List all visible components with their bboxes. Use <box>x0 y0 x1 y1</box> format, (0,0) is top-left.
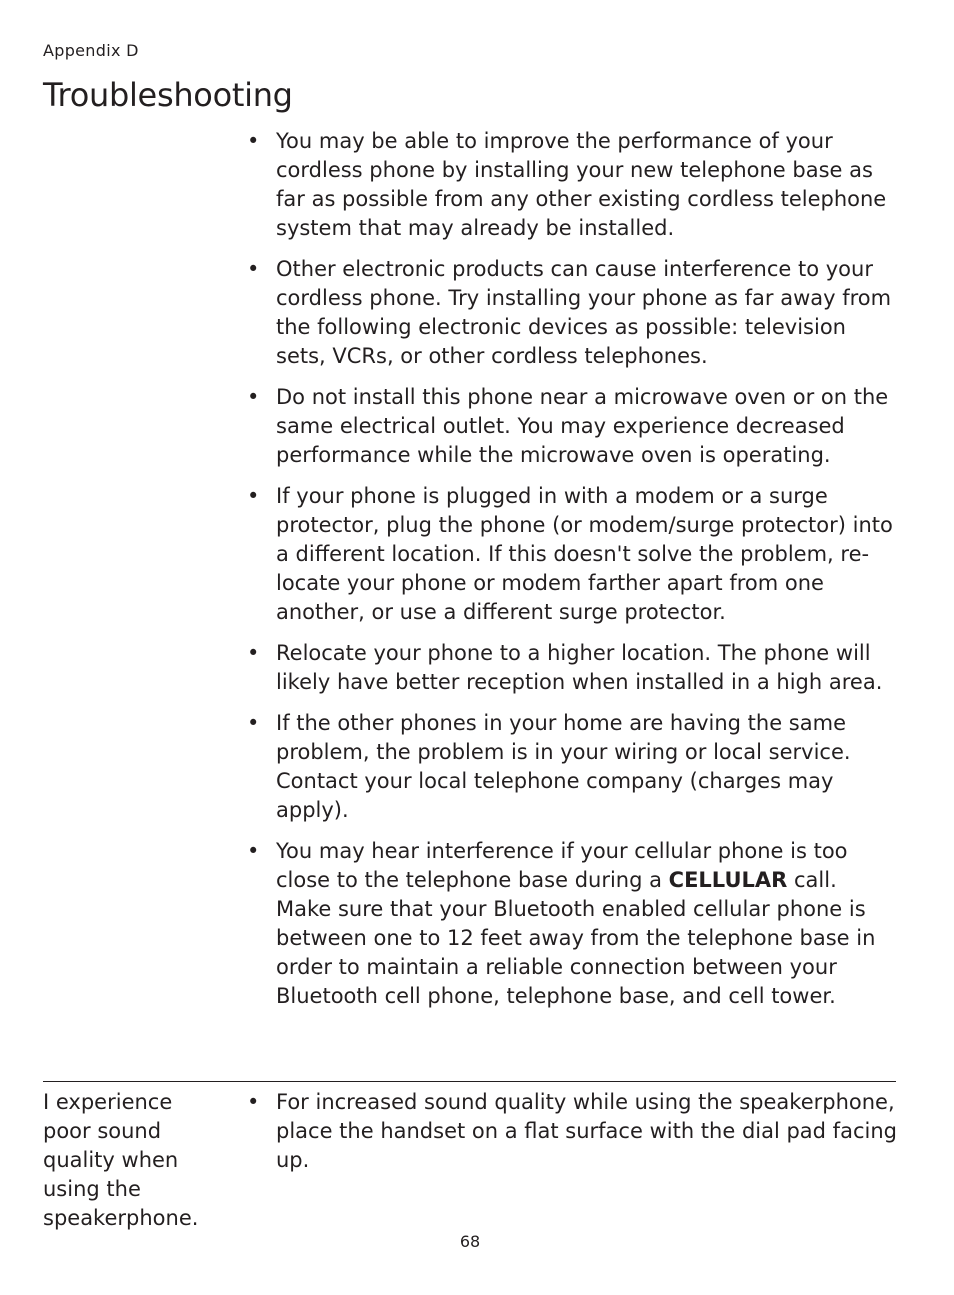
bullet-icon: • <box>247 129 260 153</box>
list-item <box>247 837 897 1011</box>
page-title: Troubleshooting <box>43 76 293 114</box>
section-divider <box>43 1081 896 1082</box>
bullet-icon: • <box>247 1090 260 1114</box>
bullet-icon: • <box>247 385 260 409</box>
tip-text: If your phone is plugged in with a modem or a surge protector, plug the phone (or modem/surge protector) into a different location. If this doesn't solve the problem, re-locate your phone or modem farther apart from one another, or use a different surge protector. <box>276 484 893 624</box>
bullet-icon: • <box>247 711 260 735</box>
appendix-label: Appendix D <box>43 41 139 60</box>
tip-text: You may be able to improve the performance of your cordless phone by installing your new telephone base as far as possible from any other existing cordless telephone system that may already be installed. <box>276 129 887 240</box>
bullet-icon: • <box>247 641 260 665</box>
list-item <box>247 383 897 470</box>
bullet-icon: • <box>247 257 260 281</box>
tip-text-start: You may hear interference if your cellular phone is too close to the telephone base during a <box>276 839 848 892</box>
tip-text: Other electronic products can cause interference to your cordless phone. Try installing your phone as far away from the following electronic devices as possible: television sets, VCRs, or other cordless telephones. <box>276 257 892 368</box>
bullet-icon: • <box>247 839 260 863</box>
list-item <box>247 127 897 243</box>
list-item <box>247 1088 897 1175</box>
cellular-key-label: CELLULAR <box>668 868 788 892</box>
tip-text: Relocate your phone to a higher location. The phone will likely have better reception when installed in a high area. <box>276 641 883 694</box>
tips-list <box>247 127 897 1023</box>
speakerphone-tips-list <box>247 1088 897 1187</box>
tip-text: For increased sound quality while using the speakerphone, place the handset on a flat surface with the dial pad facing up. <box>276 1090 897 1172</box>
list-item <box>247 709 897 825</box>
page-number: 68 <box>459 1232 481 1251</box>
tip-text-end: call. Make sure that your Bluetooth enabled cellular phone is between one to 12 feet away from the telephone base in order to maintain a reliable connection between your Bluetooth cell phone, telephone base, and cell tower. <box>276 868 876 1008</box>
bullet-icon: • <box>247 484 260 508</box>
list-item <box>247 639 897 697</box>
problem-label: I experience poor sound quality when using the speakerphone. <box>43 1090 199 1230</box>
tip-text: If the other phones in your home are having the same problem, the problem is in your wiring or local service. Contact your local telephone company (charges may apply). <box>276 711 851 822</box>
tip-text: Do not install this phone near a microwave oven or on the same electrical outlet. You may experience decreased performance while the microwave oven is operating. <box>276 385 889 467</box>
list-item <box>247 482 897 627</box>
list-item <box>247 255 897 371</box>
tip-text <box>276 839 875 1008</box>
